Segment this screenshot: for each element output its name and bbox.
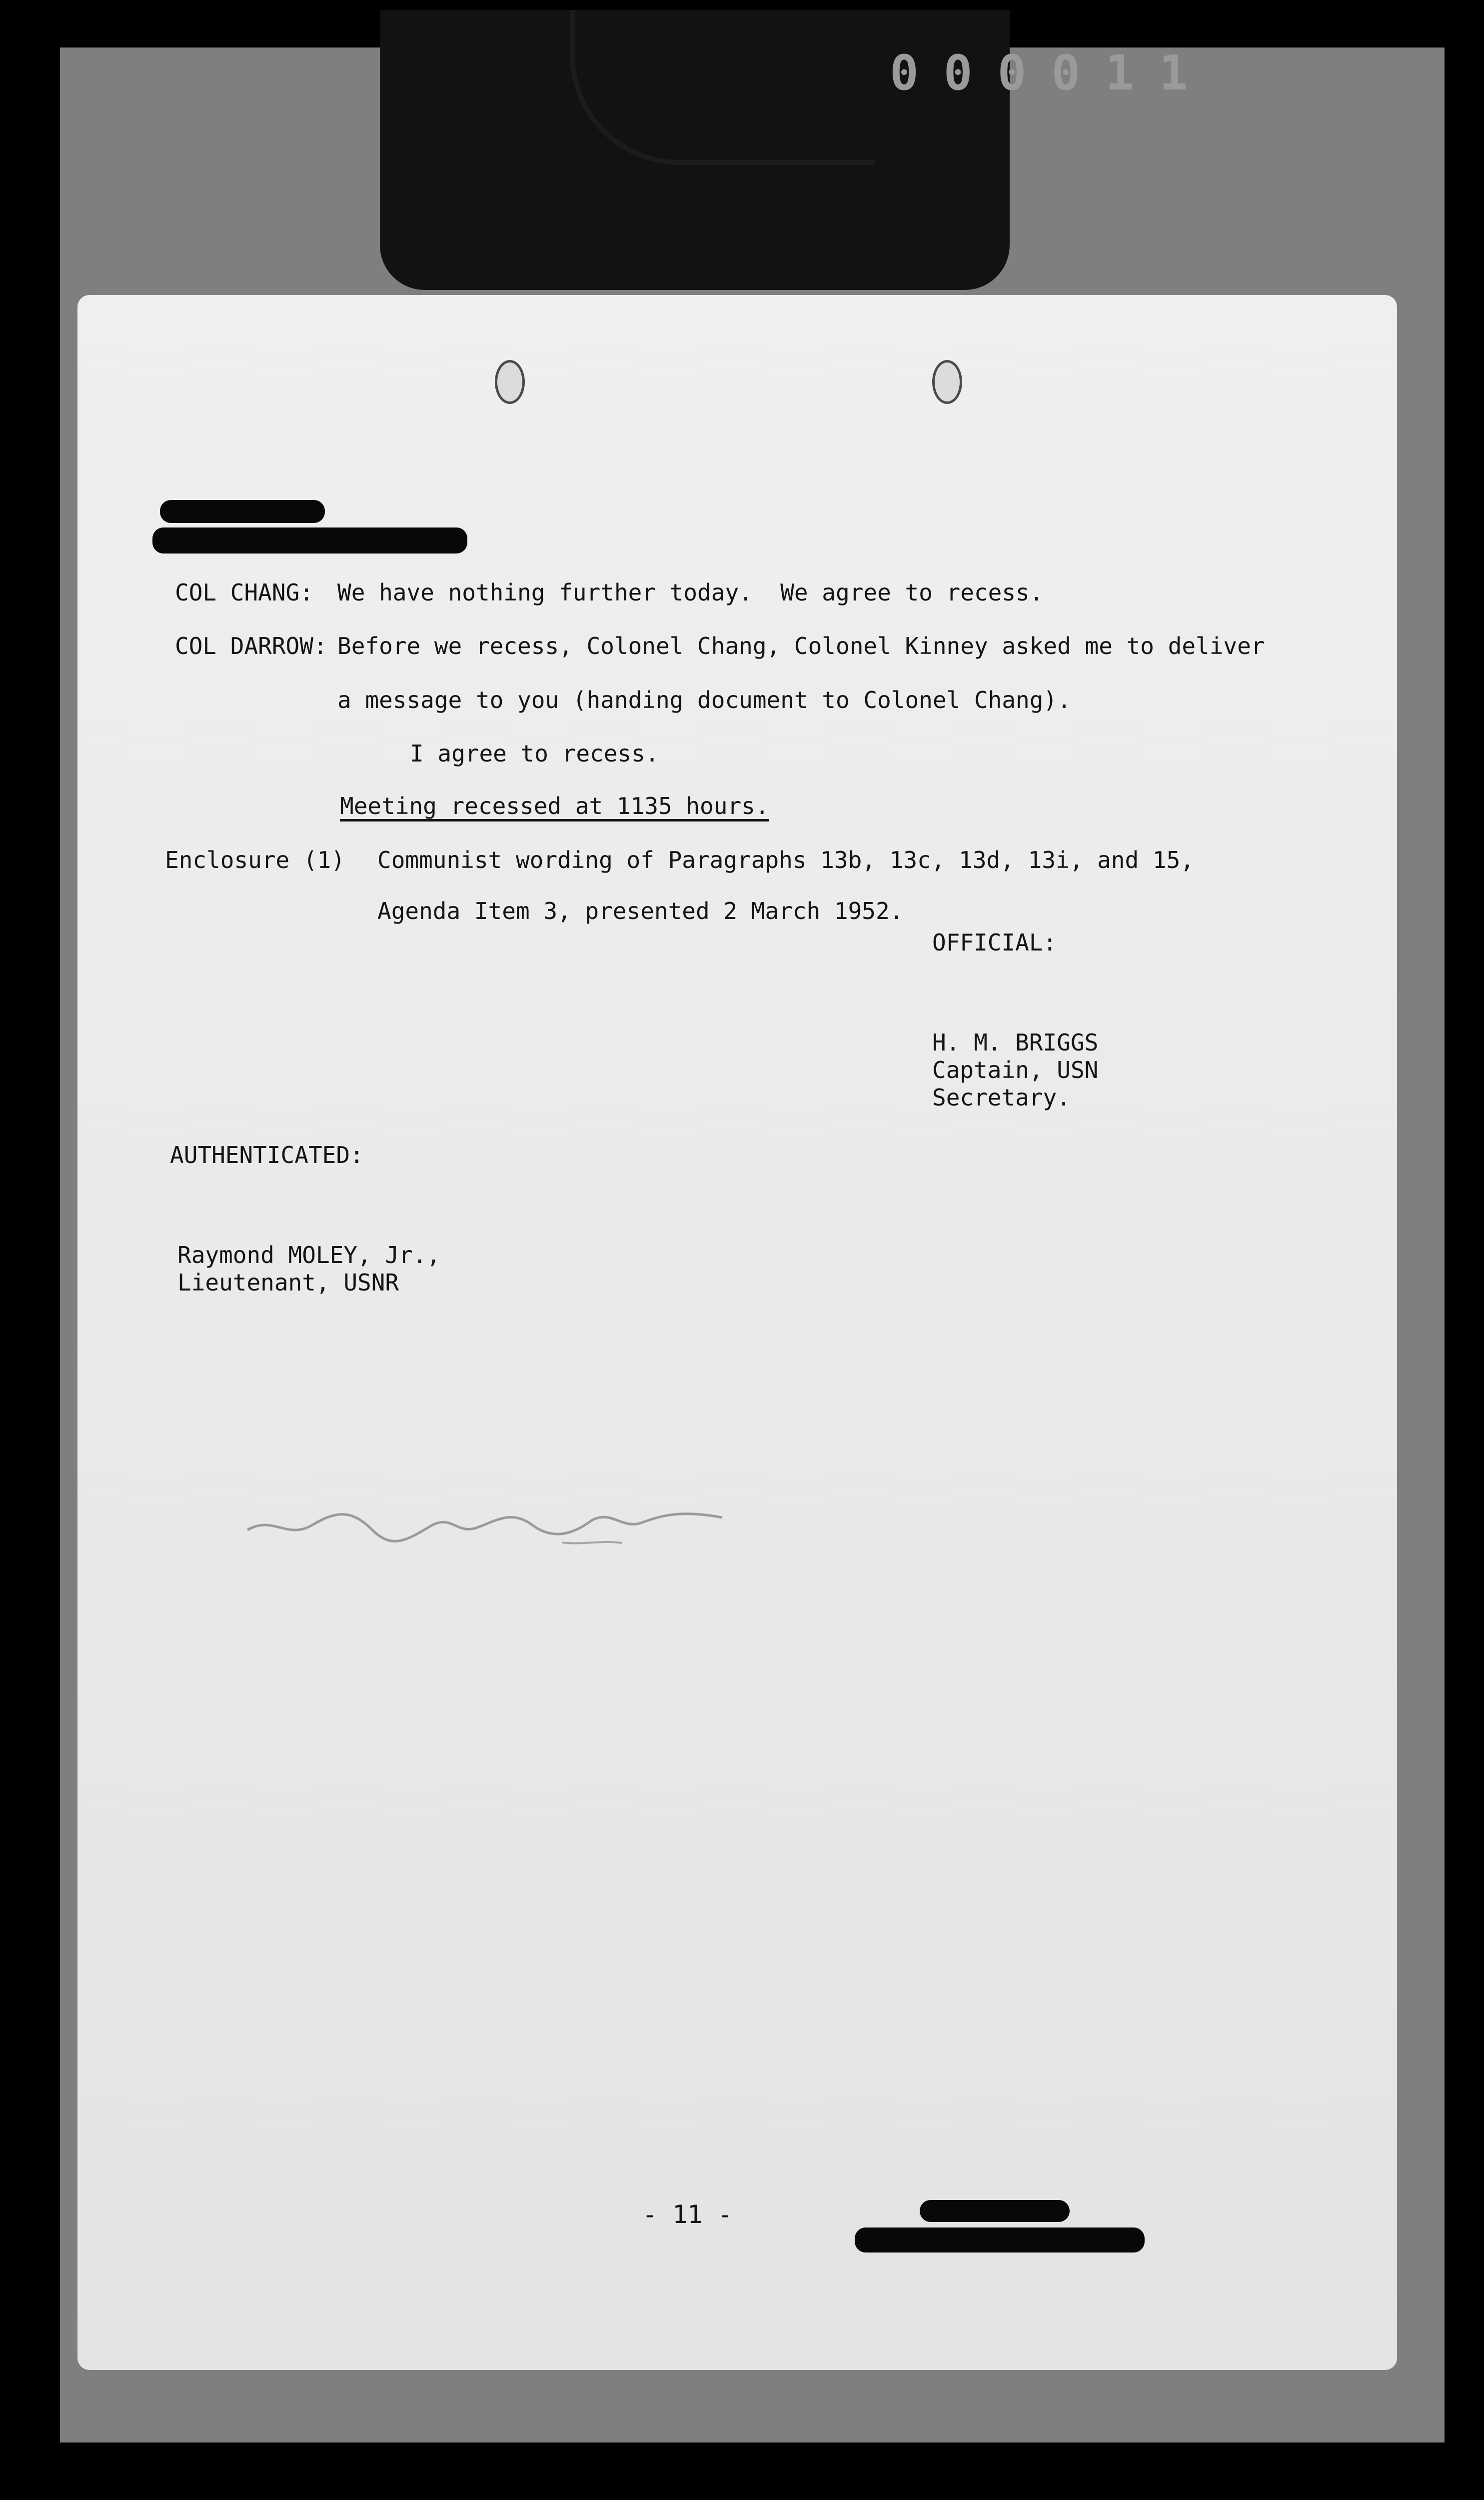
col-chang-statement: We have nothing further today. We agree to recess. (337, 579, 1044, 606)
col-darrow-statement-continued: a message to you (handing document to Colonel Chang). (337, 686, 1071, 714)
clip-number-stamp: 000011 (890, 45, 1213, 101)
punch-hole-left (495, 360, 525, 404)
enclosure-line-2: Agenda Item 3, presented 2 March 1952. (377, 898, 904, 924)
footer-redaction-bottom (855, 2228, 1145, 2252)
binder-clip (380, 10, 1213, 290)
authenticated-heading: AUTHENTICATED: (170, 1142, 364, 1168)
col-darrow-speaker: COL DARROW: (175, 632, 327, 660)
classification-redaction-bottom (152, 528, 467, 554)
meeting-recessed-note: Meeting recessed at 1135 hours. (340, 792, 769, 820)
official-rank: Captain, USN (932, 1056, 1099, 1084)
punch-hole-right (932, 360, 962, 404)
agree-to-recess: I agree to recess. (410, 740, 659, 767)
official-name: H. M. BRIGGS (932, 1029, 1099, 1056)
document-page (77, 295, 1397, 2370)
authenticated-rank: Lieutenant, USNR (177, 1269, 399, 1296)
page-number: - 11 - (642, 2200, 733, 2229)
official-heading: OFFICIAL: (932, 929, 1057, 956)
authenticated-name: Raymond MOLEY, Jr., (177, 1242, 441, 1268)
col-darrow-statement: Before we recess, Colonel Chang, Colonel Kinney asked me to deliver (337, 632, 1265, 660)
handwritten-signature (242, 1495, 767, 1550)
enclosure-label: Enclosure (1) (165, 846, 345, 874)
classification-redaction-top (160, 500, 325, 523)
official-title: Secretary. (932, 1084, 1071, 1111)
footer-redaction-top (920, 2200, 1070, 2222)
clip-wire (570, 10, 875, 165)
enclosure-line-1: Communist wording of Paragraphs 13b, 13c, 13d, 13i, and 15, (377, 846, 1194, 874)
col-chang-speaker: COL CHANG: (175, 579, 313, 606)
